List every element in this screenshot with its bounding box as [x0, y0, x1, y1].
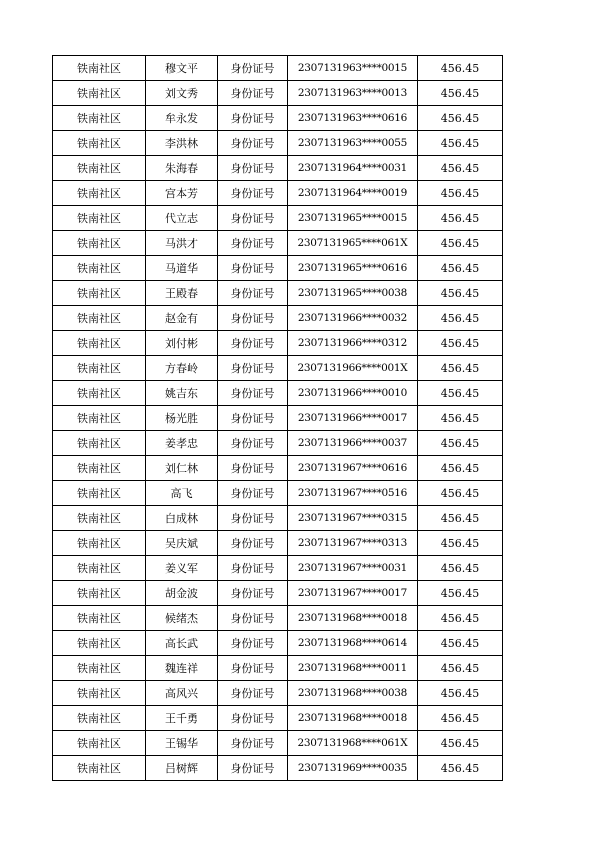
id-number-cell: 2307131966****0312 — [288, 331, 418, 356]
amount-cell: 456.45 — [418, 181, 503, 206]
community-cell: 铁南社区 — [53, 656, 146, 681]
table-row — [53, 106, 503, 131]
table-row — [53, 431, 503, 456]
name-cell: 胡金波 — [146, 581, 218, 606]
document-type-cell: 身份证号 — [218, 656, 288, 681]
id-number-cell: 2307131965****0038 — [288, 281, 418, 306]
table-row — [53, 631, 503, 656]
document-type-cell: 身份证号 — [218, 281, 288, 306]
name-cell: 杨光胜 — [146, 406, 218, 431]
amount-cell: 456.45 — [418, 331, 503, 356]
name-cell: 高风兴 — [146, 681, 218, 706]
name-cell: 朱海春 — [146, 156, 218, 181]
table-row — [53, 131, 503, 156]
id-number-cell: 2307131965****061X — [288, 231, 418, 256]
amount-cell: 456.45 — [418, 606, 503, 631]
amount-cell: 456.45 — [418, 731, 503, 756]
amount-cell: 456.45 — [418, 531, 503, 556]
table-row — [53, 531, 503, 556]
table-row — [53, 231, 503, 256]
id-number-cell: 2307131969****0035 — [288, 756, 418, 781]
document-type-cell: 身份证号 — [218, 606, 288, 631]
community-cell: 铁南社区 — [53, 256, 146, 281]
document-type-cell: 身份证号 — [218, 131, 288, 156]
table-row — [53, 306, 503, 331]
table-row — [53, 556, 503, 581]
id-number-cell: 2307131968****0011 — [288, 656, 418, 681]
id-number-cell: 2307131963****0055 — [288, 131, 418, 156]
amount-cell: 456.45 — [418, 706, 503, 731]
table-row — [53, 256, 503, 281]
community-cell: 铁南社区 — [53, 331, 146, 356]
document-type-cell: 身份证号 — [218, 506, 288, 531]
amount-cell: 456.45 — [418, 581, 503, 606]
id-number-cell: 2307131964****0019 — [288, 181, 418, 206]
document-type-cell: 身份证号 — [218, 731, 288, 756]
document-type-cell: 身份证号 — [218, 156, 288, 181]
id-number-cell: 2307131965****0015 — [288, 206, 418, 231]
data-table — [52, 55, 503, 781]
id-number-cell: 2307131966****0037 — [288, 431, 418, 456]
document-type-cell: 身份证号 — [218, 256, 288, 281]
table-row — [53, 81, 503, 106]
id-number-cell: 2307131963****0013 — [288, 81, 418, 106]
amount-cell: 456.45 — [418, 756, 503, 781]
document-type-cell: 身份证号 — [218, 356, 288, 381]
community-cell: 铁南社区 — [53, 681, 146, 706]
community-cell: 铁南社区 — [53, 456, 146, 481]
community-cell: 铁南社区 — [53, 406, 146, 431]
document-type-cell: 身份证号 — [218, 456, 288, 481]
name-cell: 吴庆斌 — [146, 531, 218, 556]
amount-cell: 456.45 — [418, 456, 503, 481]
name-cell: 王锡华 — [146, 731, 218, 756]
table-row — [53, 406, 503, 431]
name-cell: 姜孝忠 — [146, 431, 218, 456]
community-cell: 铁南社区 — [53, 581, 146, 606]
community-cell: 铁南社区 — [53, 731, 146, 756]
amount-cell: 456.45 — [418, 256, 503, 281]
community-cell: 铁南社区 — [53, 156, 146, 181]
amount-cell: 456.45 — [418, 206, 503, 231]
id-number-cell: 2307131968****0018 — [288, 606, 418, 631]
name-cell: 李洪林 — [146, 131, 218, 156]
name-cell: 姜义军 — [146, 556, 218, 581]
document-type-cell: 身份证号 — [218, 556, 288, 581]
community-cell: 铁南社区 — [53, 306, 146, 331]
table-row — [53, 456, 503, 481]
community-cell: 铁南社区 — [53, 706, 146, 731]
id-number-cell: 2307131967****0031 — [288, 556, 418, 581]
community-cell: 铁南社区 — [53, 631, 146, 656]
amount-cell: 456.45 — [418, 231, 503, 256]
name-cell: 候绪杰 — [146, 606, 218, 631]
document-type-cell: 身份证号 — [218, 631, 288, 656]
document-type-cell: 身份证号 — [218, 706, 288, 731]
id-number-cell: 2307131968****0038 — [288, 681, 418, 706]
id-number-cell: 2307131967****0313 — [288, 531, 418, 556]
community-cell: 铁南社区 — [53, 56, 146, 81]
name-cell: 穆文平 — [146, 56, 218, 81]
amount-cell: 456.45 — [418, 156, 503, 181]
table-row — [53, 56, 503, 81]
amount-cell: 456.45 — [418, 556, 503, 581]
name-cell: 刘文秀 — [146, 81, 218, 106]
table-row — [53, 681, 503, 706]
amount-cell: 456.45 — [418, 631, 503, 656]
table-body — [53, 56, 503, 781]
name-cell: 白成林 — [146, 506, 218, 531]
community-cell: 铁南社区 — [53, 556, 146, 581]
id-number-cell: 2307131968****0018 — [288, 706, 418, 731]
name-cell: 姚吉东 — [146, 381, 218, 406]
document-type-cell: 身份证号 — [218, 306, 288, 331]
community-cell: 铁南社区 — [53, 756, 146, 781]
document-type-cell: 身份证号 — [218, 81, 288, 106]
name-cell: 赵金有 — [146, 306, 218, 331]
table-row — [53, 156, 503, 181]
table-row — [53, 481, 503, 506]
community-cell: 铁南社区 — [53, 506, 146, 531]
community-cell: 铁南社区 — [53, 131, 146, 156]
amount-cell: 456.45 — [418, 406, 503, 431]
name-cell: 高飞 — [146, 481, 218, 506]
table-row — [53, 181, 503, 206]
community-cell: 铁南社区 — [53, 481, 146, 506]
community-cell: 铁南社区 — [53, 181, 146, 206]
document-type-cell: 身份证号 — [218, 331, 288, 356]
document-type-cell: 身份证号 — [218, 206, 288, 231]
document-type-cell: 身份证号 — [218, 106, 288, 131]
id-number-cell: 2307131963****0015 — [288, 56, 418, 81]
table-row — [53, 606, 503, 631]
community-cell: 铁南社区 — [53, 606, 146, 631]
id-number-cell: 2307131967****0616 — [288, 456, 418, 481]
community-cell: 铁南社区 — [53, 281, 146, 306]
name-cell: 吕树辉 — [146, 756, 218, 781]
community-cell: 铁南社区 — [53, 531, 146, 556]
id-number-cell: 2307131966****0017 — [288, 406, 418, 431]
community-cell: 铁南社区 — [53, 356, 146, 381]
document-type-cell: 身份证号 — [218, 231, 288, 256]
name-cell: 魏连祥 — [146, 656, 218, 681]
community-cell: 铁南社区 — [53, 381, 146, 406]
amount-cell: 456.45 — [418, 656, 503, 681]
id-number-cell: 2307131966****0010 — [288, 381, 418, 406]
table-row — [53, 206, 503, 231]
table-row — [53, 356, 503, 381]
id-number-cell: 2307131964****0031 — [288, 156, 418, 181]
table-row — [53, 656, 503, 681]
document-type-cell: 身份证号 — [218, 756, 288, 781]
id-number-cell: 2307131968****0614 — [288, 631, 418, 656]
document-type-cell: 身份证号 — [218, 531, 288, 556]
community-cell: 铁南社区 — [53, 231, 146, 256]
document-type-cell: 身份证号 — [218, 56, 288, 81]
table-row — [53, 581, 503, 606]
community-cell: 铁南社区 — [53, 106, 146, 131]
community-cell: 铁南社区 — [53, 431, 146, 456]
name-cell: 马洪才 — [146, 231, 218, 256]
table-row — [53, 756, 503, 781]
amount-cell: 456.45 — [418, 506, 503, 531]
id-number-cell: 2307131963****0616 — [288, 106, 418, 131]
amount-cell: 456.45 — [418, 481, 503, 506]
table-row — [53, 731, 503, 756]
document-type-cell: 身份证号 — [218, 406, 288, 431]
amount-cell: 456.45 — [418, 381, 503, 406]
community-cell: 铁南社区 — [53, 206, 146, 231]
name-cell: 牟永发 — [146, 106, 218, 131]
document-type-cell: 身份证号 — [218, 681, 288, 706]
amount-cell: 456.45 — [418, 431, 503, 456]
id-number-cell: 2307131965****0616 — [288, 256, 418, 281]
name-cell: 刘付彬 — [146, 331, 218, 356]
amount-cell: 456.45 — [418, 131, 503, 156]
community-cell: 铁南社区 — [53, 81, 146, 106]
id-number-cell: 2307131966****001X — [288, 356, 418, 381]
id-number-cell: 2307131967****0315 — [288, 506, 418, 531]
name-cell: 代立志 — [146, 206, 218, 231]
name-cell: 王千勇 — [146, 706, 218, 731]
id-number-cell: 2307131966****0032 — [288, 306, 418, 331]
table-row — [53, 706, 503, 731]
document-type-cell: 身份证号 — [218, 581, 288, 606]
document-type-cell: 身份证号 — [218, 481, 288, 506]
table-row — [53, 281, 503, 306]
amount-cell: 456.45 — [418, 356, 503, 381]
name-cell: 王殿春 — [146, 281, 218, 306]
table-row — [53, 506, 503, 531]
document-type-cell: 身份证号 — [218, 381, 288, 406]
name-cell: 宫本芳 — [146, 181, 218, 206]
name-cell: 马道华 — [146, 256, 218, 281]
id-number-cell: 2307131967****0017 — [288, 581, 418, 606]
name-cell: 方春岭 — [146, 356, 218, 381]
name-cell: 高长武 — [146, 631, 218, 656]
id-number-cell: 2307131967****0516 — [288, 481, 418, 506]
amount-cell: 456.45 — [418, 281, 503, 306]
name-cell: 刘仁林 — [146, 456, 218, 481]
table-row — [53, 381, 503, 406]
amount-cell: 456.45 — [418, 106, 503, 131]
document-type-cell: 身份证号 — [218, 181, 288, 206]
table-row — [53, 331, 503, 356]
amount-cell: 456.45 — [418, 681, 503, 706]
id-number-cell: 2307131968****061X — [288, 731, 418, 756]
amount-cell: 456.45 — [418, 81, 503, 106]
amount-cell: 456.45 — [418, 56, 503, 81]
document-type-cell: 身份证号 — [218, 431, 288, 456]
amount-cell: 456.45 — [418, 306, 503, 331]
